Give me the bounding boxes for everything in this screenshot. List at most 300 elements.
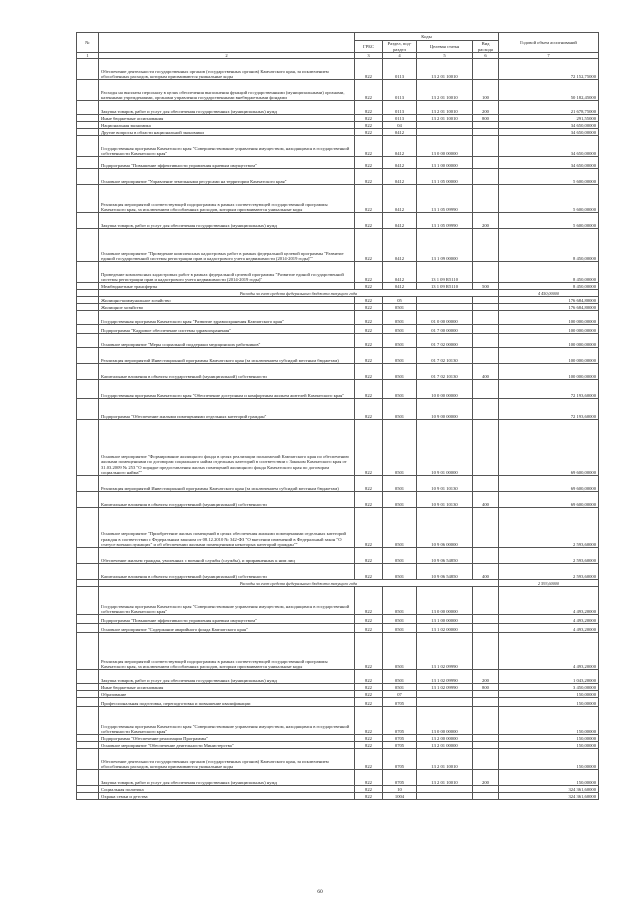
- target-article-cell: 13 2 01 10010: [417, 749, 473, 770]
- item-name-cell: Подпрограмма "Повышение эффективности управления краевым имуществом": [99, 157, 355, 169]
- razdel-cell: 0501: [383, 684, 417, 691]
- target-article-cell: 01 7 02 00000: [417, 334, 473, 348]
- row-number-cell: [77, 735, 99, 742]
- amount-cell: 4 493,20000: [499, 587, 599, 615]
- grbs-cell: 822: [355, 185, 383, 213]
- razdel-cell: 0705: [383, 770, 417, 786]
- row-number-cell: [77, 59, 99, 80]
- amount-cell: 150,00000: [499, 770, 599, 786]
- item-name-cell: Другие вопросы в области национальной экономики: [99, 129, 355, 136]
- razdel-cell: 0501: [383, 334, 417, 348]
- item-name-cell: Обеспечение деятельности государственных органов (государственных органов) Камчатского края, за исключением обособленных расходов, которым присваиваются уникальные коды: [99, 749, 355, 770]
- item-name-cell: Основное мероприятие "Содержание аварийного фонда Камчатского края": [99, 624, 355, 633]
- table-row: [77, 380, 599, 399]
- expense-type-cell: [473, 749, 499, 770]
- row-number-cell: [77, 304, 99, 311]
- expense-type-cell: [473, 508, 499, 548]
- table-row: [77, 136, 599, 157]
- expense-type-cell: 800: [473, 684, 499, 691]
- target-article-cell: [417, 129, 473, 136]
- target-article-cell: 13 2 00 00000: [417, 735, 473, 742]
- header-razdel: Раздел, под-раздел: [383, 41, 417, 53]
- row-number-cell: [77, 185, 99, 213]
- item-name-cell: Государственная программа Камчатского края "Развитие здравоохранения Камчатского края": [99, 311, 355, 325]
- item-name-cell: Государственная программа Камчатского края "Совершенствование управления имуществом, находящимся в государственной собственности Камчатского края": [99, 707, 355, 735]
- expense-type-cell: 400: [473, 492, 499, 508]
- header-codes: Коды: [355, 33, 499, 41]
- expense-type-cell: 500: [473, 283, 499, 290]
- row-number-cell: [77, 290, 99, 297]
- table-row: [77, 587, 599, 615]
- table-row: [77, 735, 599, 742]
- grbs-cell: 822: [355, 749, 383, 770]
- table-row: [77, 564, 599, 580]
- amount-cell: 150,00000: [499, 749, 599, 770]
- table-row: [77, 615, 599, 624]
- grbs-cell: 822: [355, 80, 383, 101]
- row-number-cell: [77, 742, 99, 749]
- grbs-cell: 822: [355, 169, 383, 185]
- razdel-cell: 0412: [383, 229, 417, 262]
- amount-cell: 150,00000: [499, 691, 599, 698]
- row-number-cell: [77, 670, 99, 684]
- page-number: 60: [317, 889, 323, 895]
- item-name-cell: Капитальные вложения в объекты государственной (муниципальной) собственности: [99, 492, 355, 508]
- expense-type-cell: [473, 707, 499, 735]
- expense-type-cell: [473, 420, 499, 476]
- grbs-cell: 822: [355, 213, 383, 229]
- item-name-cell: Подпрограмма "Кадровое обеспечение системы здравоохранения": [99, 325, 355, 334]
- table-body: [77, 59, 599, 800]
- table-row: [77, 59, 599, 80]
- subtotal-row: [77, 290, 599, 297]
- header-number: №: [77, 33, 99, 53]
- target-article-cell: [417, 698, 473, 707]
- target-article-cell: 10 9 01 10130: [417, 476, 473, 492]
- grbs-cell: 822: [355, 325, 383, 334]
- table-row: [77, 684, 599, 691]
- expense-type-cell: [473, 624, 499, 633]
- razdel-cell: 1004: [383, 793, 417, 800]
- table-row: [77, 786, 599, 793]
- razdel-cell: 05: [383, 297, 417, 304]
- row-number-cell: [77, 684, 99, 691]
- razdel-cell: 0412: [383, 129, 417, 136]
- target-article-cell: 13 2 01 10010: [417, 101, 473, 115]
- grbs-cell: 822: [355, 786, 383, 793]
- expense-type-cell: [473, 698, 499, 707]
- expense-type-cell: 200: [473, 101, 499, 115]
- index-cell: 7: [499, 53, 599, 59]
- item-name-cell: Реализация мероприятий соответствующей подпрограммы в рамках соответствующей государственной программы Камчатского края, за исключением обособленных расходов, которым присваиваются уникальные коды: [99, 185, 355, 213]
- amount-cell: 150,00000: [499, 707, 599, 735]
- expense-type-cell: [473, 793, 499, 800]
- row-number-cell: [77, 380, 99, 399]
- razdel-cell: 0501: [383, 420, 417, 476]
- item-name-cell: Жилищно-коммунальное хозяйство: [99, 297, 355, 304]
- razdel-cell: 0412: [383, 213, 417, 229]
- razdel-cell: 0501: [383, 364, 417, 380]
- target-article-cell: 13 2 01 10010: [417, 59, 473, 80]
- table-row: [77, 476, 599, 492]
- target-article-cell: 01 7 00 00000: [417, 325, 473, 334]
- grbs-cell: 822: [355, 283, 383, 290]
- amount-cell: 21 678,75000: [499, 101, 599, 115]
- grbs-cell: 822: [355, 508, 383, 548]
- amount-cell: 72 193,60000: [499, 399, 599, 420]
- amount-cell: 100 000,00000: [499, 334, 599, 348]
- grbs-cell: 822: [355, 793, 383, 800]
- item-name-cell: Закупка товаров, работ и услуг для обеспечения государственных (муниципальных) нужд: [99, 101, 355, 115]
- row-number-cell: [77, 229, 99, 262]
- table-row: [77, 633, 599, 670]
- expense-type-cell: [473, 399, 499, 420]
- razdel-cell: 0412: [383, 169, 417, 185]
- row-number-cell: [77, 157, 99, 169]
- target-article-cell: 13 1 05 00000: [417, 169, 473, 185]
- item-name-cell: Закупка товаров, работ и услуг для обеспечения государственных (муниципальных) нужд: [99, 213, 355, 229]
- table-row: [77, 262, 599, 283]
- item-name-cell: Основное мероприятие "Приобретение жилых помещений в целях обеспечения жилыми помещениями отдельных категорий граждан в соответствии с Федеральным законом от 08.12.2010 № 342-ФЗ "О внесении изменений в Федеральный закон "О статусе военнослужащих" и об обеспечении жилыми помещениями некоторых категорий граждан"": [99, 508, 355, 548]
- razdel-cell: 0501: [383, 624, 417, 633]
- table-row: [77, 508, 599, 548]
- table-row: [77, 129, 599, 136]
- razdel-cell: 0501: [383, 508, 417, 548]
- item-name-cell: Социальная политика: [99, 786, 355, 793]
- grbs-cell: 822: [355, 364, 383, 380]
- row-number-cell: [77, 691, 99, 698]
- expense-type-cell: [473, 169, 499, 185]
- grbs-cell: 822: [355, 136, 383, 157]
- item-name-cell: Обеспечение жильем граждан, уволенных с военной службы (службы), и приравненных к ним лиц: [99, 548, 355, 564]
- grbs-cell: 822: [355, 129, 383, 136]
- item-name-cell: Обеспечение деятельности государственных органов (государственных органов) Камчатского края, за исключением обособленных расходов, которым присваиваются уникальные коды: [99, 59, 355, 80]
- razdel-cell: 0501: [383, 633, 417, 670]
- amount-cell: 2 593,60000: [499, 548, 599, 564]
- amount-cell: 34 650,00000: [499, 136, 599, 157]
- target-article-cell: 13 1 05 09990: [417, 213, 473, 229]
- grbs-cell: 822: [355, 492, 383, 508]
- expense-type-cell: [473, 129, 499, 136]
- amount-cell: 5 600,00000: [499, 213, 599, 229]
- razdel-cell: 0113: [383, 59, 417, 80]
- target-article-cell: 13 1 02 09990: [417, 684, 473, 691]
- row-number-cell: [77, 364, 99, 380]
- table-row: [77, 624, 599, 633]
- amount-cell: 69 600,00000: [499, 476, 599, 492]
- index-cell: 3: [355, 53, 383, 59]
- amount-cell: 34 650,00000: [499, 157, 599, 169]
- row-number-cell: [77, 698, 99, 707]
- row-number-cell: [77, 101, 99, 115]
- row-number-cell: [77, 508, 99, 548]
- subtotal-label: Расходы за счет средств федерального бюджета текущего года: [99, 290, 499, 297]
- item-name-cell: Иные бюджетные ассигнования: [99, 684, 355, 691]
- razdel-cell: 0501: [383, 587, 417, 615]
- expense-type-cell: [473, 476, 499, 492]
- table-row: [77, 492, 599, 508]
- table-row: [77, 80, 599, 101]
- target-article-cell: [417, 304, 473, 311]
- expense-type-cell: [473, 297, 499, 304]
- row-number-cell: [77, 399, 99, 420]
- grbs-cell: 822: [355, 633, 383, 670]
- razdel-cell: 10: [383, 786, 417, 793]
- table-row: [77, 304, 599, 311]
- table-row: [77, 670, 599, 684]
- target-article-cell: 13 1 05 09990: [417, 185, 473, 213]
- table-row: [77, 213, 599, 229]
- amount-cell: 5 600,00000: [499, 185, 599, 213]
- table-row: [77, 185, 599, 213]
- item-name-cell: Основное мероприятие "Формирование жилищного фонда в целях реализации полномочий Камчатского края по обеспечению жилыми помещениями по договорам социального найма отдельных категорий в соответствии с Законом Камчатского края от 31.03.2009 № 253 "О порядке предоставления жилых помещений жилищного фонда Камчатского края по договорам социального найма"": [99, 420, 355, 476]
- item-name-cell: Основное мероприятие "Проведение комплексных кадастровых работ в рамках федеральной целевой программы "Развитие единой государственной системы регистрации прав и кадастрового учета недвижимости (2014-2019 годы)"": [99, 229, 355, 262]
- table-row: [77, 311, 599, 325]
- amount-cell: 176 684,80000: [499, 304, 599, 311]
- row-number-cell: [77, 564, 99, 580]
- table-row: [77, 691, 599, 698]
- row-number-cell: [77, 334, 99, 348]
- row-number-cell: [77, 615, 99, 624]
- amount-cell: 100 000,00000: [499, 348, 599, 364]
- item-name-cell: Профессиональная подготовка, переподготовка и повышение квалификации: [99, 698, 355, 707]
- razdel-cell: 0412: [383, 262, 417, 283]
- item-name-cell: Закупка товаров, работ и услуг для обеспечения государственных (муниципальных) нужд: [99, 670, 355, 684]
- item-name-cell: Закупка товаров, работ и услуг для обеспечения государственных (муниципальных) нужд: [99, 770, 355, 786]
- item-name-cell: Государственная программа Камчатского края "Совершенствование управления имуществом, находящимся в государственной собственности Камчатского края": [99, 587, 355, 615]
- target-article-cell: 13 2 01 10010: [417, 80, 473, 101]
- row-number-cell: [77, 770, 99, 786]
- expense-type-cell: [473, 334, 499, 348]
- expense-type-cell: 200: [473, 670, 499, 684]
- grbs-cell: 822: [355, 691, 383, 698]
- target-article-cell: [417, 786, 473, 793]
- target-article-cell: 01 7 02 10130: [417, 364, 473, 380]
- table-row: [77, 229, 599, 262]
- amount-cell: 150,00000: [499, 742, 599, 749]
- amount-cell: 100 000,00000: [499, 364, 599, 380]
- target-article-cell: 13 2 01 00000: [417, 742, 473, 749]
- grbs-cell: 822: [355, 311, 383, 325]
- header-name: [99, 33, 355, 53]
- razdel-cell: 0501: [383, 670, 417, 684]
- item-name-cell: Капитальные вложения в объекты государственной (муниципальной) собственности: [99, 364, 355, 380]
- table-row: [77, 548, 599, 564]
- amount-cell: 72 152,75000: [499, 59, 599, 80]
- row-number-cell: [77, 283, 99, 290]
- row-number-cell: [77, 348, 99, 364]
- expense-type-cell: [473, 615, 499, 624]
- razdel-cell: 0412: [383, 283, 417, 290]
- item-name-cell: Реализация мероприятий соответствующей подпрограммы в рамках соответствующей государственной программы Камчатского края, за исключением обособленных расходов, которым присваиваются уникальные коды: [99, 633, 355, 670]
- row-number-cell: [77, 115, 99, 122]
- target-article-cell: 10 9 01 10130: [417, 492, 473, 508]
- row-number-cell: [77, 786, 99, 793]
- grbs-cell: 822: [355, 262, 383, 283]
- razdel-cell: 0501: [383, 325, 417, 334]
- row-number-cell: [77, 580, 99, 587]
- grbs-cell: 822: [355, 548, 383, 564]
- razdel-cell: 0412: [383, 185, 417, 213]
- index-cell: 6: [473, 53, 499, 59]
- item-name-cell: Капитальные вложения в объекты государственной (муниципальной) собственности: [99, 564, 355, 580]
- amount-cell: 1 043,20000: [499, 670, 599, 684]
- header-expense-type: Вид расхода: [473, 41, 499, 53]
- grbs-cell: 822: [355, 476, 383, 492]
- grbs-cell: 822: [355, 670, 383, 684]
- target-article-cell: 01 7 02 10130: [417, 348, 473, 364]
- table-row: [77, 169, 599, 185]
- grbs-cell: 822: [355, 101, 383, 115]
- row-number-cell: [77, 129, 99, 136]
- razdel-cell: 0705: [383, 707, 417, 735]
- grbs-cell: 822: [355, 624, 383, 633]
- row-number-cell: [77, 311, 99, 325]
- amount-cell: 2 593,60000: [499, 508, 599, 548]
- expense-type-cell: [473, 380, 499, 399]
- target-article-cell: 10 9 06 54850: [417, 548, 473, 564]
- row-number-cell: [77, 420, 99, 476]
- table-row: [77, 157, 599, 169]
- budget-table-page: [76, 32, 598, 800]
- table-row: [77, 122, 599, 129]
- item-name-cell: Жилищное хозяйство: [99, 304, 355, 311]
- row-number-cell: [77, 749, 99, 770]
- table-row: [77, 770, 599, 786]
- razdel-cell: 0113: [383, 115, 417, 122]
- razdel-cell: 0501: [383, 399, 417, 420]
- target-article-cell: 13 2 01 10010: [417, 115, 473, 122]
- item-name-cell: Основное мероприятие "Управление земельными ресурсами на территории Камчатского края": [99, 169, 355, 185]
- expense-type-cell: [473, 548, 499, 564]
- amount-cell: 72 193,60000: [499, 380, 599, 399]
- razdel-cell: 0501: [383, 348, 417, 364]
- index-cell: 4: [383, 53, 417, 59]
- razdel-cell: 0705: [383, 698, 417, 707]
- razdel-cell: 0705: [383, 749, 417, 770]
- grbs-cell: 822: [355, 380, 383, 399]
- target-article-cell: 13 1 09 00000: [417, 229, 473, 262]
- index-cell: 1: [77, 53, 99, 59]
- table-row: [77, 364, 599, 380]
- expense-type-cell: [473, 691, 499, 698]
- razdel-cell: 07: [383, 691, 417, 698]
- expense-type-cell: 200: [473, 770, 499, 786]
- amount-cell: 4 493,20000: [499, 633, 599, 670]
- expense-type-cell: [473, 325, 499, 334]
- expense-type-cell: 200: [473, 213, 499, 229]
- amount-cell: 100 000,00000: [499, 325, 599, 334]
- header-grbs: ГРБС: [355, 41, 383, 53]
- amount-cell: 34 650,00000: [499, 122, 599, 129]
- item-name-cell: Реализация мероприятий Инвестиционной программы Камчатского края (за исключением субсидий местным бюджетам): [99, 348, 355, 364]
- amount-cell: 4 450,00000: [499, 290, 599, 297]
- row-number-cell: [77, 548, 99, 564]
- expense-type-cell: [473, 587, 499, 615]
- item-name-cell: Охрана семьи и детства: [99, 793, 355, 800]
- row-number-cell: [77, 793, 99, 800]
- razdel-cell: 0113: [383, 80, 417, 101]
- table-row: [77, 793, 599, 800]
- target-article-cell: 13 0 00 00000: [417, 707, 473, 735]
- razdel-cell: 0705: [383, 742, 417, 749]
- grbs-cell: 822: [355, 297, 383, 304]
- item-name-cell: Основное мероприятие "Обеспечение деятельности Министерства": [99, 742, 355, 749]
- expense-type-cell: 400: [473, 364, 499, 380]
- row-number-cell: [77, 707, 99, 735]
- item-name-cell: Образование: [99, 691, 355, 698]
- amount-cell: 69 600,00000: [499, 420, 599, 476]
- table-row: [77, 325, 599, 334]
- grbs-cell: 822: [355, 122, 383, 129]
- item-name-cell: Подпрограмма "Обеспечение реализации Программы": [99, 735, 355, 742]
- razdel-cell: 0501: [383, 548, 417, 564]
- index-cell: 5: [417, 53, 473, 59]
- expense-type-cell: [473, 742, 499, 749]
- expense-type-cell: 400: [473, 564, 499, 580]
- amount-cell: 3 450,00000: [499, 684, 599, 691]
- subtotal-label: Расходы за счет средств федерального бюджета текущего года: [99, 580, 499, 587]
- row-number-cell: [77, 262, 99, 283]
- expense-type-cell: [473, 633, 499, 670]
- table-row: [77, 334, 599, 348]
- amount-cell: 100 000,00000: [499, 311, 599, 325]
- row-number-cell: [77, 297, 99, 304]
- target-article-cell: 13 1 09 R5110: [417, 283, 473, 290]
- row-number-cell: [77, 325, 99, 334]
- table-row: [77, 698, 599, 707]
- target-article-cell: 13 0 00 00000: [417, 587, 473, 615]
- row-number-cell: [77, 476, 99, 492]
- expense-type-cell: 800: [473, 115, 499, 122]
- amount-cell: 2 593,60000: [499, 564, 599, 580]
- razdel-cell: 0501: [383, 476, 417, 492]
- amount-cell: 324 361,60000: [499, 793, 599, 800]
- razdel-cell: 0501: [383, 304, 417, 311]
- expense-type-cell: [473, 735, 499, 742]
- expense-type-cell: [473, 262, 499, 283]
- target-article-cell: 13 1 09 R5110: [417, 262, 473, 283]
- expense-type-cell: 100: [473, 80, 499, 101]
- grbs-cell: 822: [355, 742, 383, 749]
- expense-type-cell: [473, 311, 499, 325]
- expense-type-cell: [473, 122, 499, 129]
- expense-type-cell: [473, 348, 499, 364]
- amount-cell: 176 684,80000: [499, 297, 599, 304]
- item-name-cell: Иные бюджетные ассигнования: [99, 115, 355, 122]
- target-article-cell: 13 1 02 09990: [417, 633, 473, 670]
- grbs-cell: 822: [355, 304, 383, 311]
- amount-cell: 150,00000: [499, 735, 599, 742]
- amount-cell: 291,55000: [499, 115, 599, 122]
- expense-type-cell: [473, 786, 499, 793]
- razdel-cell: 0113: [383, 101, 417, 115]
- expense-type-cell: [473, 157, 499, 169]
- item-name-cell: Проведение комплексных кадастровых работ в рамках федеральной целевой программы "Развитие единой государственной системы регистрации прав и кадастрового учета недвижимости (2014-2019 годы)": [99, 262, 355, 283]
- razdel-cell: 0412: [383, 136, 417, 157]
- amount-cell: 8 450,00000: [499, 262, 599, 283]
- target-article-cell: [417, 122, 473, 129]
- grbs-cell: 822: [355, 564, 383, 580]
- row-number-cell: [77, 80, 99, 101]
- razdel-cell: 04: [383, 122, 417, 129]
- table-row: [77, 420, 599, 476]
- razdel-cell: 0501: [383, 311, 417, 325]
- amount-cell: 324 361,60000: [499, 786, 599, 793]
- item-name-cell: Основное мероприятие "Меры социальной поддержки медицинских работников": [99, 334, 355, 348]
- grbs-cell: 822: [355, 587, 383, 615]
- razdel-cell: 0412: [383, 157, 417, 169]
